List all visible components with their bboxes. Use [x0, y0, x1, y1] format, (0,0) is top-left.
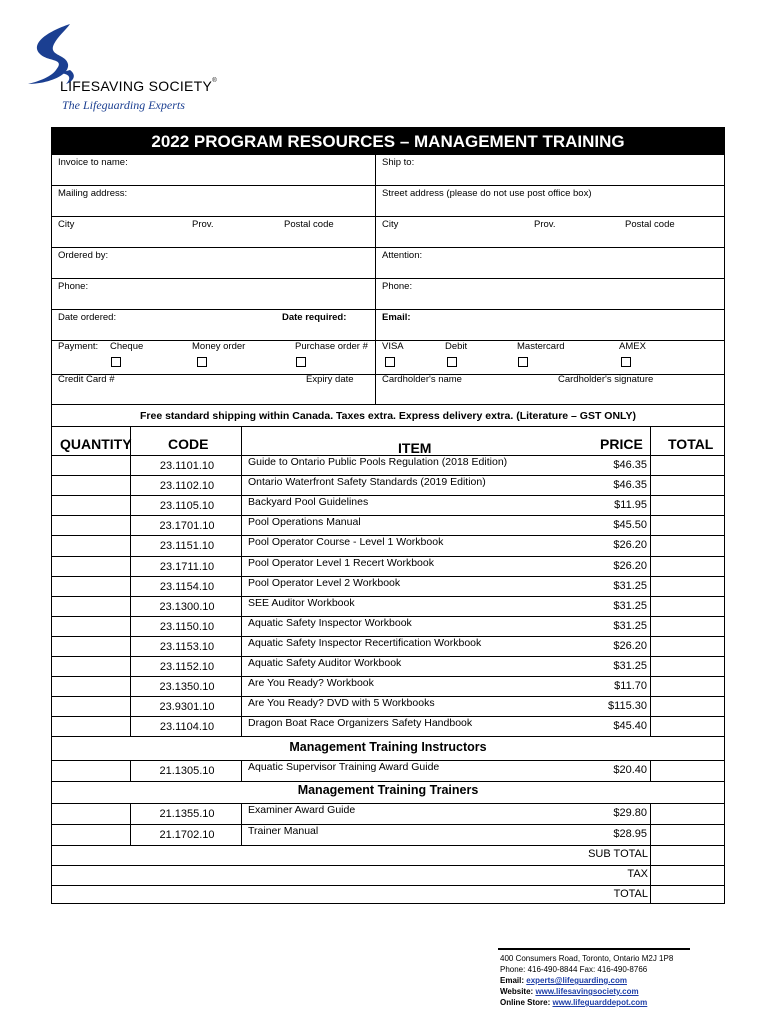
- item-code: 23.1711.10: [159, 560, 215, 573]
- attention-label: Attention:: [382, 250, 423, 261]
- item-price: $26.20: [613, 539, 647, 552]
- item-title: Backyard Pool Guidelines: [248, 496, 369, 509]
- item-title: SEE Auditor Workbook: [248, 596, 355, 609]
- date-required-label: Date required:: [282, 312, 347, 323]
- section-trainers-title: Management Training Trainers: [297, 783, 479, 797]
- item-code: 21.1702.10: [159, 829, 215, 841]
- item-code: 21.1355.10: [159, 808, 215, 820]
- footer-phone-fax: Phone: 416-490-8844 Fax: 416-490-8766: [500, 965, 648, 974]
- item-title: Pool Operator Level 2 Workbook: [248, 576, 401, 589]
- item-price: $31.25: [613, 579, 647, 592]
- order-form: [51, 127, 725, 904]
- money-order-label: Money order: [192, 341, 246, 352]
- prov-label: Prov.: [192, 219, 214, 230]
- row-payment: [52, 341, 724, 375]
- code-header: CODE: [168, 436, 209, 452]
- cardholder-signature-label: Cardholder's signature: [558, 374, 654, 385]
- item-title: Aquatic Supervisor Training Award Guide: [248, 761, 440, 773]
- postal-code-label: Postal code: [284, 219, 334, 230]
- payment-label: Payment:: [58, 341, 99, 352]
- footer-website-link[interactable]: www.lifesavingsociety.com: [535, 987, 639, 996]
- item-code: 23.1300.10: [159, 600, 215, 613]
- item-code: 23.1102.10: [159, 480, 215, 493]
- item-code: 23.9301.10: [159, 701, 215, 714]
- date-ordered-label: Date ordered:: [58, 312, 117, 323]
- item-price: $26.20: [613, 559, 647, 572]
- row-city: [52, 217, 724, 248]
- item-price: $11.95: [614, 499, 647, 512]
- mailing-address-label: Mailing address:: [58, 188, 128, 199]
- cheque-label: Cheque: [110, 341, 144, 352]
- tax-label: TAX: [627, 868, 648, 880]
- cheque-checkbox[interactable]: [111, 357, 121, 367]
- amex-checkbox[interactable]: [621, 357, 631, 367]
- invoice-to-label: Invoice to name:: [58, 157, 128, 168]
- purchase-order-checkbox[interactable]: [296, 357, 306, 367]
- purchase-order-label: Purchase order #: [295, 341, 368, 352]
- row-dates: [52, 310, 724, 341]
- footer-store-link[interactable]: www.lifeguarddepot.com: [552, 998, 648, 1007]
- cardholder-name-label: Cardholder's name: [382, 374, 462, 385]
- item-title: Ontario Waterfront Safety Standards (2019 Edition): [248, 476, 486, 489]
- row-phone: [52, 279, 724, 310]
- email-label: Email:: [382, 312, 411, 323]
- ship-prov-label: Prov.: [534, 219, 556, 230]
- item-title: Trainer Manual: [248, 825, 319, 837]
- visa-label: VISA: [382, 341, 404, 352]
- footer-email-label: Email:: [500, 976, 525, 985]
- item-price: $28.95: [613, 828, 647, 840]
- money-order-checkbox[interactable]: [197, 357, 207, 367]
- item-code: 23.1101.10: [159, 460, 215, 472]
- row-address: [52, 186, 724, 217]
- amex-label: AMEX: [619, 341, 646, 352]
- item-price: $46.35: [613, 459, 647, 471]
- credit-card-label: Credit Card #: [58, 374, 115, 385]
- sub-total-label: SUB TOTAL: [588, 848, 648, 860]
- row-ordered-by: [52, 248, 724, 279]
- phone-label: Phone:: [58, 281, 89, 292]
- ship-phone-label: Phone:: [382, 281, 413, 292]
- debit-checkbox[interactable]: [447, 357, 457, 367]
- footer-website-label: Website:: [500, 987, 534, 996]
- item-price: $45.40: [613, 720, 647, 733]
- debit-label: Debit: [445, 341, 468, 352]
- item-title: Dragon Boat Race Organizers Safety Handbook: [248, 717, 473, 730]
- item-price: $45.50: [613, 519, 647, 532]
- section-instructors-title: Management Training Instructors: [289, 740, 487, 754]
- item-title: Are You Ready? DVD with 5 Workbooks: [248, 697, 435, 710]
- item-title: Pool Operator Level 1 Recert Workbook: [248, 556, 434, 569]
- row-credit-card: [52, 375, 724, 405]
- item-title: Guide to Ontario Public Pools Regulation (2018 Edition): [248, 456, 508, 468]
- ship-city-label: City: [382, 219, 399, 230]
- shipping-note: Free standard shipping within Canada. Taxes extra. Express delivery extra. (Literature – GST ONLY): [140, 410, 636, 422]
- item-price: $46.35: [613, 479, 647, 492]
- footer-contact: [500, 953, 673, 1008]
- visa-checkbox[interactable]: [385, 357, 395, 367]
- mastercard-label: Mastercard: [517, 341, 565, 352]
- item-price: $31.25: [613, 619, 647, 632]
- item-title: Aquatic Safety Inspector Workbook: [248, 616, 412, 629]
- footer-store-label: Online Store:: [500, 998, 551, 1007]
- form-title: 2022 PROGRAM RESOURCES – MANAGEMENT TRAINING: [52, 128, 724, 155]
- price-header: PRICE: [600, 436, 643, 452]
- item-code: 23.1701.10: [159, 520, 215, 533]
- quantity-header: QUANTITY: [60, 436, 132, 452]
- item-header: ITEM: [398, 440, 432, 456]
- brand-tagline: The Lifeguarding Experts: [62, 98, 185, 112]
- brand-name: LIFESAVING SOCIETY®: [60, 78, 217, 94]
- item-code: 23.1105.10: [159, 500, 215, 513]
- item-code: 23.1152.10: [159, 661, 215, 673]
- footer-divider: [498, 948, 690, 950]
- item-title: Are You Ready? Workbook: [248, 677, 374, 690]
- item-title: Pool Operations Manual: [248, 516, 361, 529]
- ship-to-label: Ship to:: [382, 157, 415, 168]
- item-code: 21.1305.10: [159, 765, 215, 777]
- street-address-label: Street address (please do not use post office box): [382, 188, 592, 199]
- item-price: $115.30: [608, 700, 647, 713]
- row-invoice: [52, 155, 724, 186]
- item-code: 23.1150.10: [159, 620, 215, 633]
- item-price: $31.25: [613, 660, 647, 672]
- item-title: Aquatic Safety Auditor Workbook: [248, 657, 402, 669]
- mastercard-checkbox[interactable]: [518, 357, 528, 367]
- item-price: $20.40: [613, 764, 647, 776]
- expiry-date-label: Expiry date: [306, 374, 354, 385]
- item-title: Pool Operator Course - Level 1 Workbook: [248, 536, 444, 549]
- city-label: City: [58, 219, 75, 230]
- ship-postal-code-label: Postal code: [625, 219, 675, 230]
- item-code: 23.1154.10: [159, 580, 215, 593]
- item-code: 23.1151.10: [159, 540, 215, 553]
- item-code: 23.1104.10: [159, 721, 215, 734]
- item-price: $29.80: [613, 807, 647, 819]
- item-code: 23.1350.10: [159, 681, 215, 694]
- footer-address: 400 Consumers Road, Toronto, Ontario M2J 1P8: [500, 954, 674, 963]
- item-title: Aquatic Safety Inspector Recertification Workbook: [248, 636, 482, 649]
- item-code: 23.1153.10: [159, 640, 215, 653]
- total-label: TOTAL: [613, 888, 648, 900]
- item-price: $31.25: [613, 599, 647, 612]
- item-price: $11.70: [614, 680, 647, 693]
- footer-email-link[interactable]: experts@lifeguarding.com: [526, 976, 627, 985]
- total-header: TOTAL: [668, 436, 714, 452]
- ordered-by-label: Ordered by:: [58, 250, 109, 261]
- item-title: Examiner Award Guide: [248, 804, 356, 816]
- item-price: $26.20: [613, 639, 647, 652]
